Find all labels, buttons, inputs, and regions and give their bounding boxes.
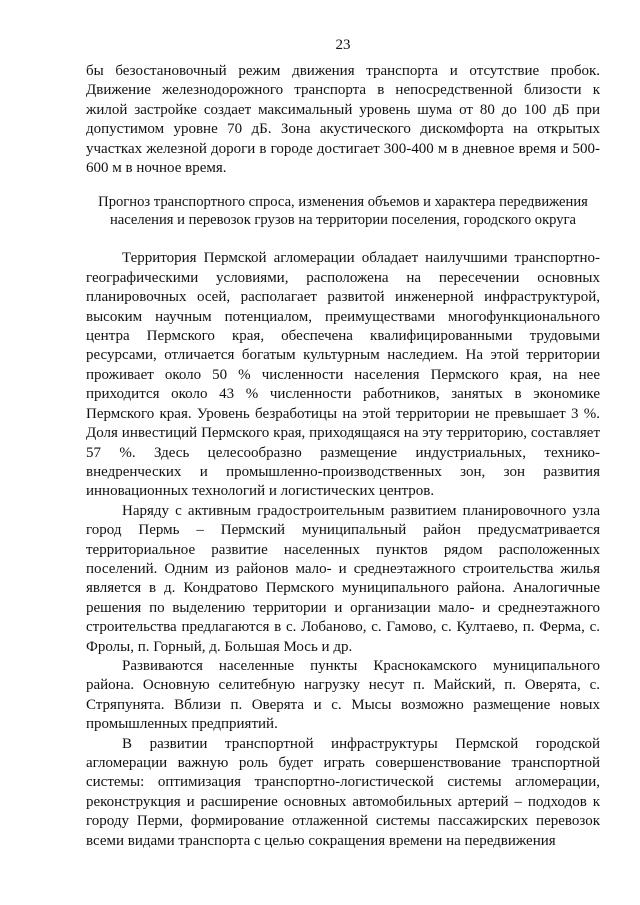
section-heading-line-1: Прогноз транспортного спроса, изменения объемов и характера передвижения bbox=[98, 194, 588, 211]
paragraph-krasnokamsk: Развиваются населенные пункты Краснокамского муниципального района. Основную селитебную нагрузку несут п. Майский, п. Оверята, с. Стряпунята. Вблизи п. Оверята и с. Мысы возможно размещение новых промышленных предприятий. bbox=[86, 657, 600, 733]
section-heading bbox=[86, 194, 600, 229]
page-number: 23 bbox=[335, 37, 351, 53]
paragraph-territory: Территория Пермской агломерации обладает наилучшими транспортно-географическими условиями, расположена на пересечении основных планировочных осей, располагает развитой инженерной инфраструктурой, высоким научным потенциалом, преимуществами многофункционального центра Пермского края, обеспечена квалифицированными трудовыми ресурсами, отличается богатым культурным наследием. На этой территории проживает около 50 % численности населения Пермского края, на нее приходится около 43 % численности работников, занятых в экономике Пермского края. Уровень безработицы на этой территории не превышает 3 %. Доля инвестиций Пермского края, приходящаяся на эту территорию, составляет 57 %. Здесь целесообразно размещение индустриальных, технико-внедренческих и промышленно-производственных зон, зон развития инновационных технологий и логистических центров. bbox=[86, 250, 600, 500]
section-heading-line-2: населения и перевозок грузов на территории поселения, городского округа bbox=[109, 211, 577, 228]
document-page bbox=[86, 36, 600, 851]
paragraph-transport-infrastructure: В развитии транспортной инфраструктуры Пермской городской агломерации важную роль будет играть совершенствование транспортной системы: оптимизация транспортно-логистической системы агломерации, реконструкция и расширение основных автомобильных артерий – подходов к городу Перми, формирование отлаженной системы пассажирских перевозок всеми видами транспорта с целью сокращения времени на передвижения bbox=[86, 735, 600, 849]
paragraph-noise-continuation: бы безостановочный режим движения транспорта и отсутствие пробок. Движение железнодорожного транспорта в непосредственной близости к жилой застройке создает максимальный уровень шума от 80 до 100 дБ при допустимом уровне 70 дБ. Зона акустического дискомфорта на открытых участках железной дороги в городе достигает 300-400 м в дневное время и 500-600 м в ночное время. bbox=[86, 63, 600, 177]
paragraph-urban-development: Наряду с активным градостроительным развитием планировочного узла город Пермь – Пермский муниципальный район предусматривается территориальное развитие населенных пунктов рядом расположенных поселений. Одним из районов мало- и среднеэтажного строительства жилья является в д. Кондратово Пермского муниципального района. Аналогичные решения по выделению территории и организации мало- и среднеэтажного строительства предлагаются в с. Лобаново, с. Гамово, с. Култаево, п. Ферма, с. Фролы, п. Горный, д. Большая Мось и др. bbox=[86, 502, 600, 655]
